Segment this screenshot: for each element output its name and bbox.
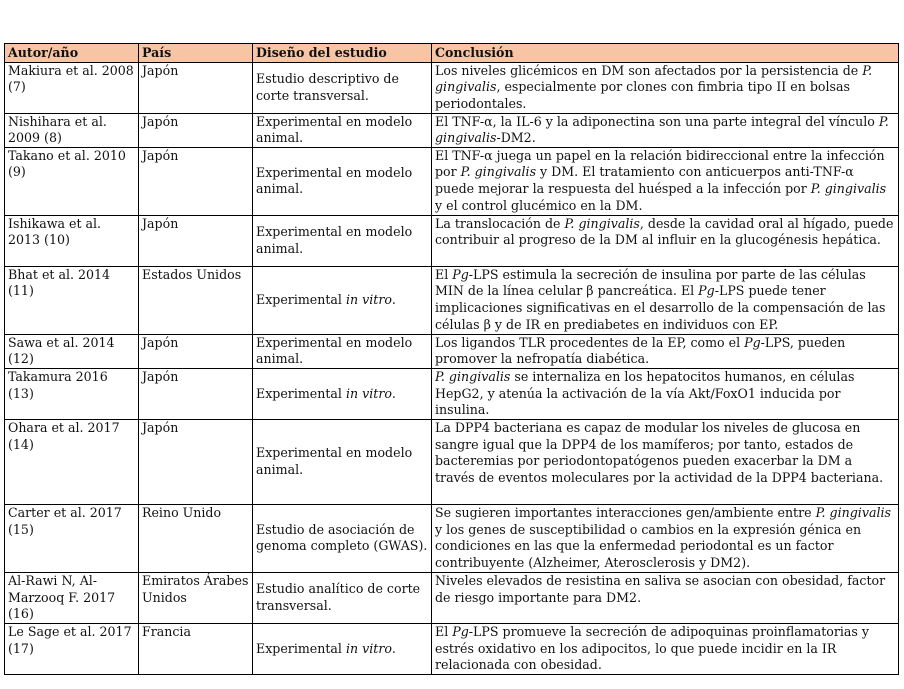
country-cell: Japón bbox=[139, 147, 253, 215]
italic-text: Pg bbox=[698, 283, 715, 299]
conclusion-cell bbox=[432, 62, 899, 113]
table-body bbox=[5, 62, 899, 674]
table-row bbox=[5, 504, 899, 572]
text-run: se internaliza en los hepatocitos humanos, en células HepG2, y atenúa la activación de la vía Akt/FoxO1 inducida por insulina. bbox=[435, 368, 855, 418]
design-cell bbox=[253, 266, 432, 334]
author-cell: Bhat et al. 2014 (11) bbox=[5, 266, 139, 334]
design-cell bbox=[253, 147, 432, 215]
italic-text: in vitro bbox=[345, 385, 392, 401]
text-run: Experimental bbox=[256, 640, 346, 656]
header-conclusion: Conclusión bbox=[432, 44, 899, 63]
author-cell: Le Sage et al. 2017 (17) bbox=[5, 623, 139, 674]
italic-text: Pg bbox=[452, 623, 469, 639]
author-cell: Ishikawa et al. 2013 (10) bbox=[5, 215, 139, 266]
studies-table bbox=[4, 43, 899, 675]
design-cell bbox=[253, 504, 432, 572]
table-row bbox=[5, 113, 899, 147]
design-cell bbox=[253, 572, 432, 623]
text-run: . bbox=[391, 385, 396, 401]
table-row bbox=[5, 62, 899, 113]
italic-text: P. gingivalis bbox=[815, 504, 891, 520]
table-row bbox=[5, 368, 899, 419]
text-run: Estudio de asociación de genoma completo (GWAS). bbox=[256, 521, 428, 554]
text-run: La DPP4 bacteriana es capaz de modular los niveles de glucosa en sangre igual que la DPP4 de los mamíferos; por tanto, estados de bacteremias por periodontopatógenos pueden exacerbar la DM a través de eventos moleculares por la actividad de la DPP4 bacteriana. bbox=[435, 419, 884, 485]
text-run: -LPS estimula la secreción de insulina por parte de las células MIN de la línea celular β pancreática. El bbox=[435, 266, 866, 299]
country-cell: Japón bbox=[139, 419, 253, 504]
text-run: Experimental en modelo animal. bbox=[256, 334, 413, 367]
table-row bbox=[5, 623, 899, 674]
design-cell bbox=[253, 215, 432, 266]
text-run: -LPS, pueden promover la nefropatía diabética. bbox=[435, 334, 846, 367]
text-run: Experimental en modelo animal. bbox=[256, 164, 413, 197]
design-cell bbox=[253, 419, 432, 504]
text-run: Niveles elevados de resistina en saliva se asocian con obesidad, factor de riesgo importante para DM2. bbox=[435, 572, 886, 605]
country-cell: Japón bbox=[139, 113, 253, 147]
author-cell: Al-Rawi N, Al-Marzooq F. 2017 (16) bbox=[5, 572, 139, 623]
italic-text: P. gingivalis bbox=[460, 164, 537, 180]
table-row bbox=[5, 572, 899, 623]
conclusion-cell bbox=[432, 334, 899, 368]
text-run: y los genes de susceptibilidad o cambios en la expresión génica en condiciones en las que la enfermedad periodontal es un factor contribuyente (Alzheimer, Aterosclerosis y DM2). bbox=[435, 521, 862, 570]
text-run: La translocación de bbox=[435, 215, 565, 231]
country-cell: Francia bbox=[139, 623, 253, 674]
header-country: País bbox=[139, 44, 253, 63]
author-cell: Makiura et al. 2008 (7) bbox=[5, 62, 139, 113]
author-cell: Takamura 2016 (13) bbox=[5, 368, 139, 419]
table-row bbox=[5, 334, 899, 368]
text-run: Se sugieren importantes interacciones gen/ambiente entre bbox=[435, 504, 816, 520]
author-cell: Takano et al. 2010 (9) bbox=[5, 147, 139, 215]
header-row bbox=[5, 44, 899, 63]
author-cell: Ohara et al. 2017 (14) bbox=[5, 419, 139, 504]
italic-text: in vitro bbox=[345, 640, 392, 656]
conclusion-cell bbox=[432, 215, 899, 266]
conclusion-cell bbox=[432, 419, 899, 504]
italic-text: P. gingivalis bbox=[435, 368, 511, 384]
text-run: Los ligandos TLR procedentes de la EP, como el bbox=[435, 334, 745, 350]
text-run: Experimental en modelo animal. bbox=[256, 445, 413, 477]
country-cell: Reino Unido bbox=[139, 504, 253, 572]
design-cell bbox=[253, 113, 432, 147]
text-run: -LPS promueve la secreción de adipoquinas proinflamatorias y estrés oxidativo en los adipocitos, lo que puede incidir en la IR relacionada con obesidad. bbox=[435, 623, 869, 673]
design-cell bbox=[253, 334, 432, 368]
italic-text: P. gingivalis bbox=[564, 215, 640, 231]
country-cell: Japón bbox=[139, 334, 253, 368]
country-cell: Japón bbox=[139, 62, 253, 113]
text-run: El TNF-α juega un papel en la relación bidireccional entre la infección por bbox=[435, 147, 885, 180]
conclusion-cell bbox=[432, 113, 899, 147]
author-cell: Nishihara et al. 2009 (8) bbox=[5, 113, 139, 147]
text-run: . bbox=[391, 291, 396, 307]
text-run: Experimental bbox=[256, 385, 346, 401]
header-design: Diseño del estudio bbox=[253, 44, 432, 63]
italic-text: P. gingivalis bbox=[435, 62, 873, 95]
text-run: Experimental en modelo animal. bbox=[256, 113, 413, 146]
text-run: El TNF-α, la IL-6 y la adiponectina son una parte integral del vínculo bbox=[435, 113, 879, 129]
italic-text: P. gingivalis bbox=[435, 113, 889, 146]
text-run: y el control glucémico en la DM. bbox=[435, 197, 643, 213]
author-cell: Sawa et al. 2014 (12) bbox=[5, 334, 139, 368]
text-run: -DM2. bbox=[496, 130, 536, 146]
country-cell: Japón bbox=[139, 368, 253, 419]
italic-text: Pg bbox=[452, 266, 469, 282]
italic-text: in vitro bbox=[345, 291, 392, 307]
text-run: El bbox=[435, 266, 453, 282]
design-cell bbox=[253, 368, 432, 419]
conclusion-cell bbox=[432, 266, 899, 334]
text-run: , especialmente por clones con fimbria tipo II en bolsas periodontales. bbox=[435, 79, 850, 111]
text-run: Los niveles glicémicos en DM son afectados por la persistencia de bbox=[435, 62, 863, 78]
text-run: -LPS puede tener implicaciones significativas en el desarrollo de la compensación de las células β y de IR en prediabetes en individuos con EP. bbox=[435, 283, 886, 332]
text-run: , desde la cavidad oral al hígado, puede contribuir al progreso de la DM al influir en la glucogénesis hepática. bbox=[435, 215, 894, 248]
italic-text: Pg bbox=[744, 334, 761, 350]
table-row bbox=[5, 215, 899, 266]
conclusion-cell bbox=[432, 504, 899, 572]
conclusion-cell bbox=[432, 147, 899, 215]
author-cell: Carter et al. 2017 (15) bbox=[5, 504, 139, 572]
text-run: Estudio descriptivo de corte transversal. bbox=[256, 71, 399, 103]
text-run: Experimental bbox=[256, 291, 346, 307]
text-run: . bbox=[391, 640, 396, 656]
country-cell: Japón bbox=[139, 215, 253, 266]
conclusion-cell bbox=[432, 623, 899, 674]
text-run: Estudio analítico de corte transversal. bbox=[256, 581, 421, 613]
country-cell: Estados Unidos bbox=[139, 266, 253, 334]
country-cell: Emiratos Árabes Unidos bbox=[139, 572, 253, 623]
italic-text: P. gingivalis bbox=[810, 180, 887, 196]
table-row bbox=[5, 419, 899, 504]
conclusion-cell bbox=[432, 572, 899, 623]
design-cell bbox=[253, 623, 432, 674]
table-row bbox=[5, 266, 899, 334]
table-header bbox=[5, 44, 899, 63]
table-row bbox=[5, 147, 899, 215]
header-author: Autor/año bbox=[5, 44, 139, 63]
conclusion-cell bbox=[432, 368, 899, 419]
design-cell bbox=[253, 62, 432, 113]
text-run: El bbox=[435, 623, 453, 639]
text-run: y DM. El tratamiento con anticuerpos anti-TNF-α puede mejorar la respuesta del huésped a la infección por bbox=[435, 164, 854, 196]
text-run: Experimental en modelo animal. bbox=[256, 224, 413, 256]
